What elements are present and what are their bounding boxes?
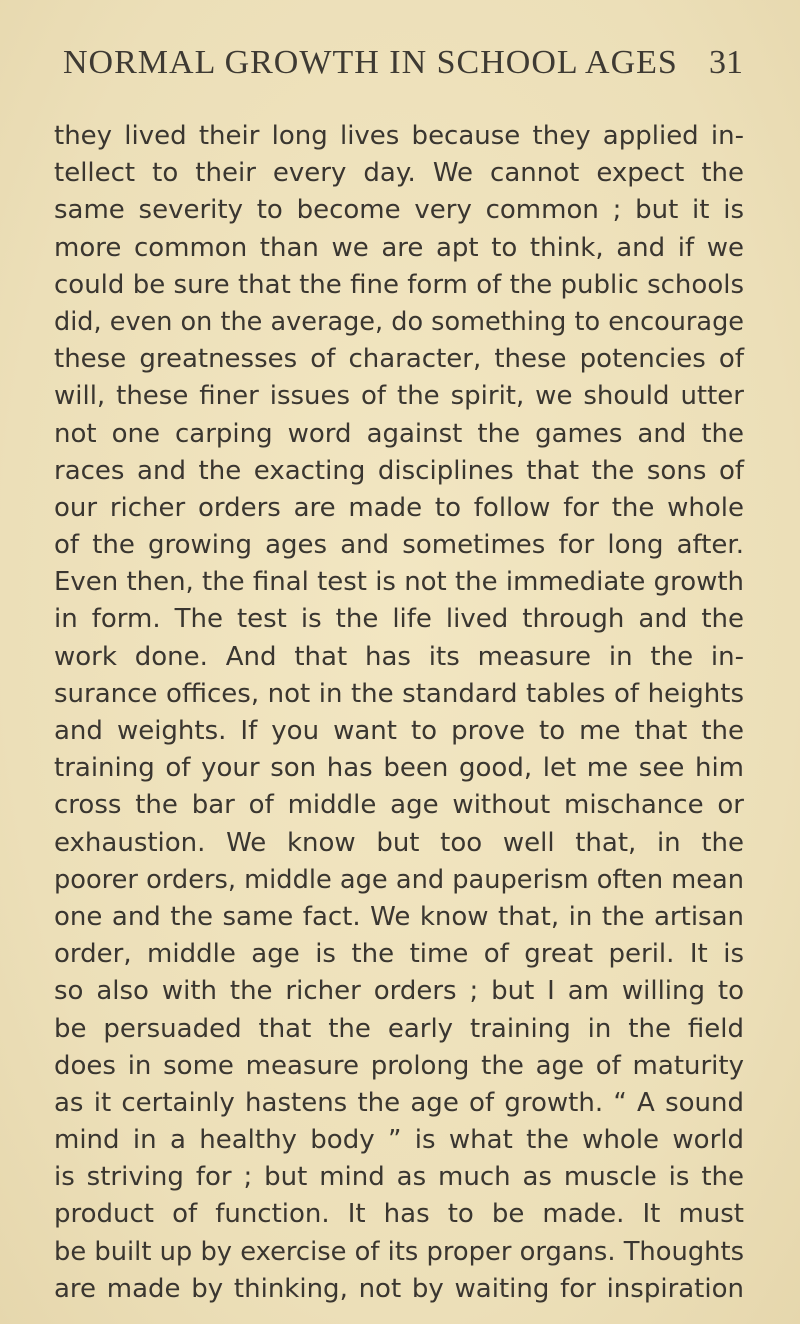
running-head (63, 44, 743, 88)
text-line: exhaustion. We know but too well that, in the (54, 827, 744, 858)
text-line: be persuaded that the early training in the field (54, 1013, 744, 1044)
text-line: could be sure that the fine form of the public schools (54, 269, 744, 300)
text-line: these greatnesses of character, these potencies of (54, 344, 744, 375)
text-line: not one carping word against the games and the (54, 418, 744, 449)
text-line: poorer orders, middle age and pauperism often mean (54, 864, 744, 895)
text-line: did, even on the average, do something to encourage (54, 306, 744, 337)
page-number: 31 (709, 44, 743, 81)
text-line: races and the exacting disciplines that the sons of (54, 455, 744, 486)
text-line: so also with the richer orders ; but I am willing to (54, 976, 744, 1007)
text-line: order, middle age is the time of great peril. It is (54, 939, 744, 970)
text-line: they lived their long lives because they applied in- (54, 121, 744, 151)
text-line: one and the same fact. We know that, in the artisan (54, 901, 744, 932)
text-line: does in some measure prolong the age of maturity (54, 1050, 744, 1081)
text-line: product of function. It has to be made. It must (54, 1199, 744, 1230)
text-line: same severity to become very common ; but it is (54, 195, 744, 226)
text-line: surance offices, not in the standard tables of heights (54, 678, 744, 709)
text-line: in form. The test is the life lived through and the (54, 604, 744, 635)
text-line: of the growing ages and sometimes for long after. (54, 530, 744, 561)
text-line: will, these finer issues of the spirit, we should utter (54, 381, 744, 412)
running-title: NORMAL GROWTH IN SCHOOL AGES (63, 44, 678, 81)
text-line: work done. And that has its measure in the in- (54, 641, 744, 672)
text-line: our richer orders are made to follow for the whole (54, 492, 744, 523)
text-line: tellect to their every day. We cannot expect the (54, 158, 744, 189)
text-line: are made by thinking, not by waiting for inspiration (54, 1273, 744, 1304)
text-line: training of your son has been good, let me see him (54, 753, 744, 784)
text-line: be built up by exercise of its proper organs. Thoughts (54, 1236, 744, 1267)
text-line: more common than we are apt to think, and if we (54, 232, 744, 263)
text-line: is striving for ; but mind as much as muscle is the (54, 1162, 744, 1193)
text-line: Even then, the final test is not the immediate growth (54, 567, 744, 598)
text-line: and weights. If you want to prove to me that the (54, 716, 744, 746)
text-line: as it certainly hastens the age of growth. “ A sound (54, 1087, 744, 1118)
text-line: mind in a healthy body ” is what the whole world (54, 1125, 744, 1156)
body-paragraph (54, 118, 744, 1308)
text-line: cross the bar of middle age without mischance or (54, 790, 744, 821)
